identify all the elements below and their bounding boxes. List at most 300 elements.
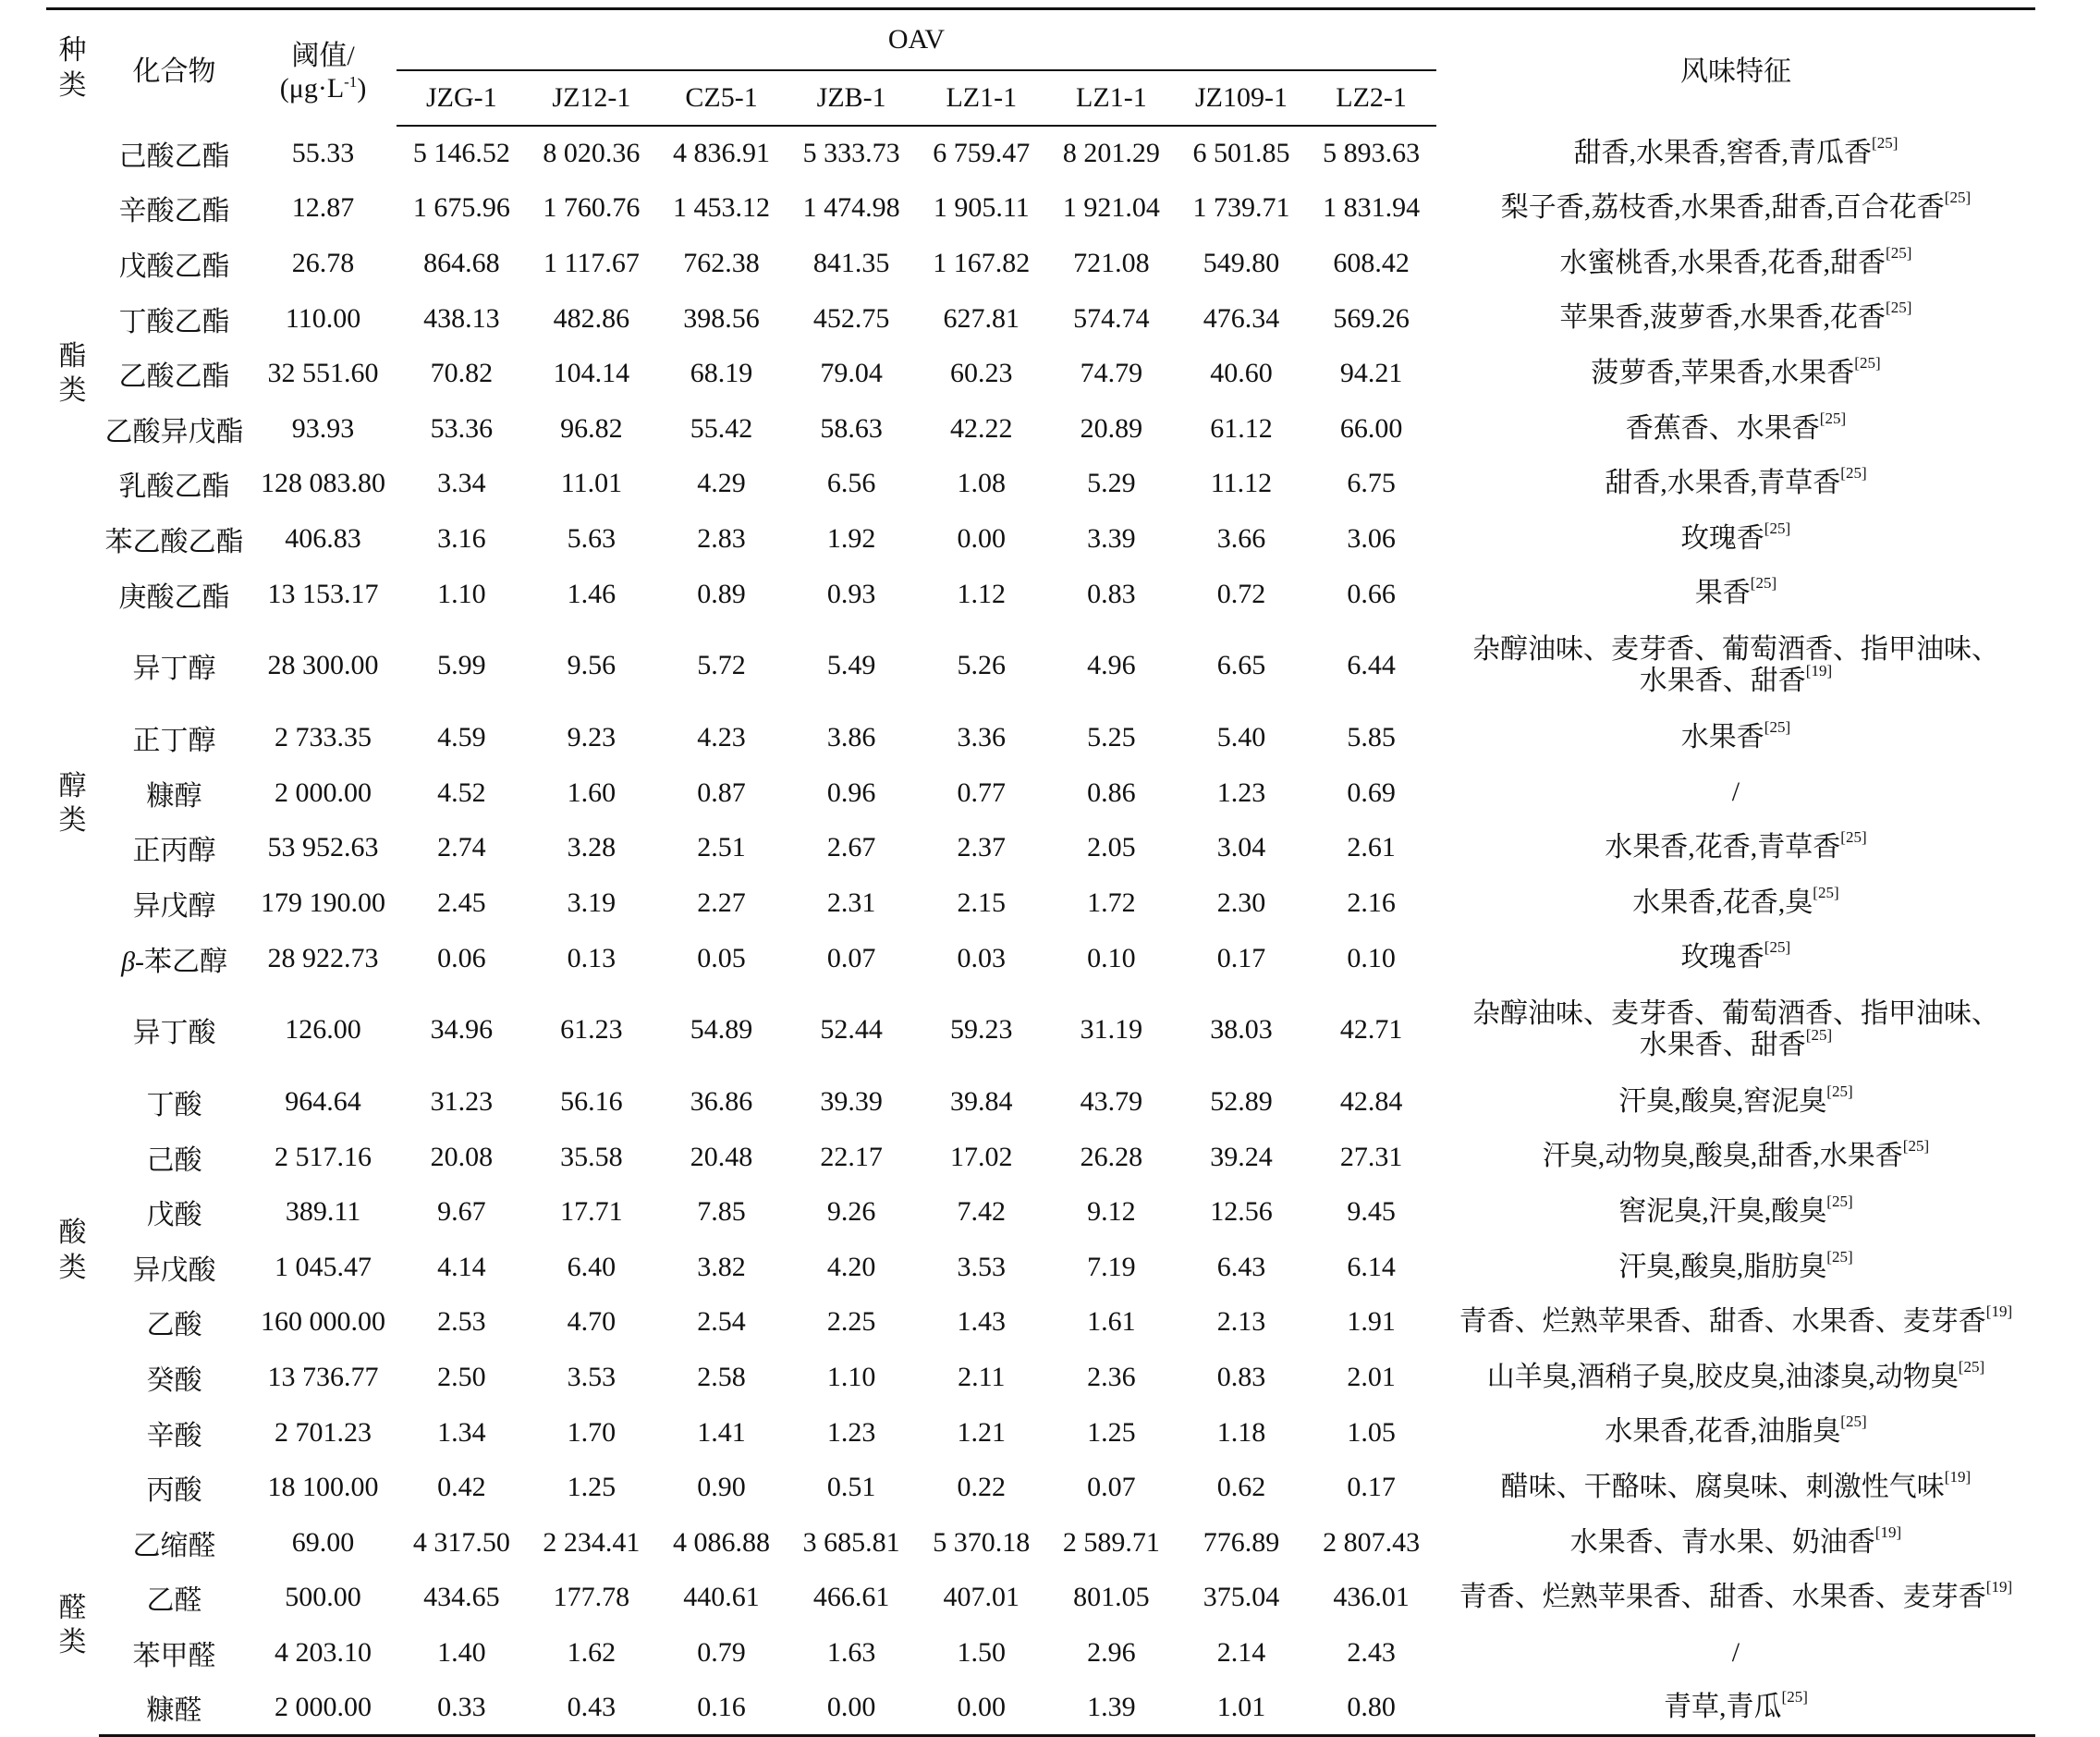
flavor-cell: [1436, 346, 2035, 401]
compound-cell: [99, 1350, 250, 1405]
table-row: [46, 291, 2035, 347]
oav-cell: 12.56: [1210, 1196, 1273, 1228]
compound-name: 乙缩醛: [132, 1530, 216, 1561]
flavor-line: [1438, 1193, 2033, 1229]
threshold-cell: 69.00: [291, 1526, 355, 1558]
oav-cell: 1.40: [437, 1637, 486, 1669]
threshold-unit-sup: -1: [344, 72, 358, 91]
threshold-unit: (μg·L: [279, 72, 345, 104]
compound-name: 辛酸乙酯: [118, 196, 230, 227]
header-category: [46, 9, 99, 127]
oav-cell: 0.83: [1087, 578, 1136, 609]
compound-name: 庚酸乙酯: [118, 581, 230, 613]
oav-cell: 1.46: [567, 578, 617, 609]
flavor-text: 水果香,花香,油脂臭: [1605, 1416, 1841, 1448]
flavor-text-continued: 水果香、甜香: [1639, 666, 1806, 697]
oav-cell: 1 453.12: [673, 192, 771, 224]
compound-cell: [99, 710, 250, 765]
oav-cell: 94.21: [1339, 358, 1403, 389]
oav-cell: 1.18: [1216, 1416, 1266, 1448]
oav-cell: 3.36: [957, 722, 1006, 753]
flavor-cell: [1436, 457, 2035, 512]
table-row: [46, 1240, 2035, 1295]
flavor-text: 香蕉香、水果香: [1625, 412, 1820, 444]
oav-cell: 4.20: [826, 1251, 876, 1282]
citation-ref: [25]: [1958, 1357, 1985, 1376]
oav-cell: 2.27: [697, 887, 746, 918]
oav-cell: 4.96: [1087, 650, 1136, 681]
oav-cell: 7.85: [697, 1196, 746, 1228]
oav-cell: 0.00: [957, 522, 1006, 554]
oav-cell: 1.72: [1087, 887, 1136, 918]
citation-ref: [25]: [1886, 299, 1912, 317]
oav-cell: 1.08: [957, 468, 1006, 499]
oav-cell: 398.56: [683, 302, 760, 334]
flavor-line: [1438, 1303, 2033, 1339]
flavor-cell: [1436, 567, 2035, 622]
oav-cell: 3.39: [1087, 522, 1136, 554]
oav-cell: 1.25: [567, 1472, 617, 1503]
oav-cell: 0.62: [1216, 1472, 1266, 1503]
flavor-cell: [1436, 1405, 2035, 1461]
compound-cell: [99, 1074, 250, 1130]
oav-cell: 1 474.98: [802, 192, 900, 224]
oav-cell: 1.23: [826, 1416, 876, 1448]
compound-cell: [99, 567, 250, 622]
flavor-text: 水果香,花香,青草香: [1605, 832, 1841, 863]
oav-cell: 1.10: [437, 578, 486, 609]
flavor-cell: [1436, 236, 2035, 291]
compound-name: 乳酸乙酯: [118, 471, 230, 503]
oav-cell: 52.44: [820, 1014, 883, 1046]
oav-cell: 0.72: [1216, 578, 1266, 609]
flavor-text: 汗臭,酸臭,脂肪臭: [1618, 1251, 1827, 1282]
oav-cell: 0.80: [1306, 1681, 1436, 1736]
oav-cell: 3.06: [1347, 522, 1396, 554]
table-row: [46, 1295, 2035, 1351]
oav-cell: 38.03: [1210, 1014, 1273, 1046]
oav-cell: 627.81: [943, 302, 1019, 334]
flavor-text: 果香: [1694, 578, 1751, 609]
table-row: [46, 931, 2035, 986]
flavor-text: 水蜜桃香,水果香,花香,甜香: [1559, 247, 1886, 278]
flavor-cell: [1436, 1240, 2035, 1295]
oav-cell: 17.02: [950, 1141, 1013, 1172]
flavor-text: 苹果香,菠萝香,水果香,花香: [1559, 302, 1886, 334]
flavor-cell: [1436, 1074, 2035, 1130]
oav-cell: 2.15: [957, 887, 1006, 918]
oav-cell: 569.26: [1333, 302, 1410, 334]
oav-cell: 2.25: [826, 1306, 876, 1338]
flavor-cell: [1436, 1515, 2035, 1571]
oav-cell: 2.43: [1347, 1637, 1396, 1669]
oav-cell: 0.17: [1216, 942, 1266, 973]
oav-cell: 574.74: [1073, 302, 1150, 334]
threshold-cell: 160 000.00: [261, 1306, 386, 1338]
flavor-text: 山羊臭,酒稍子臭,胶皮臭,油漆臭,动物臭: [1486, 1361, 1959, 1392]
flavor-cell: [1436, 401, 2035, 457]
compound-cell: [99, 1240, 250, 1295]
flavor-text: /: [1731, 1636, 1740, 1668]
flavor-line: [1438, 1523, 2033, 1560]
compound-name: 异戊酸: [132, 1254, 216, 1286]
oav-cell: 66.00: [1339, 412, 1403, 444]
oav-cell: 0.69: [1347, 777, 1396, 808]
oav-cell: 4.70: [567, 1306, 617, 1338]
oav-cell: 2 234.41: [543, 1526, 641, 1558]
compound-name: 乙酸: [146, 1310, 202, 1341]
citation-ref: [25]: [1840, 1413, 1867, 1431]
flavor-line: [1438, 1247, 2033, 1284]
oav-cell: 1.61: [1087, 1306, 1136, 1338]
table-row: [46, 1625, 2035, 1681]
header-sample: LZ1-1: [1046, 70, 1177, 126]
threshold-cell: 500.00: [285, 1582, 361, 1613]
oav-cell: 5.26: [957, 650, 1006, 681]
table-row: [46, 710, 2035, 765]
citation-ref: [19]: [1805, 662, 1833, 680]
compound-cell: [99, 1681, 250, 1736]
flavor-text: 玫瑰香: [1680, 522, 1764, 554]
oav-cell: 6.56: [826, 468, 876, 499]
compound-cell: [99, 875, 250, 931]
threshold-cell: 128 083.80: [261, 468, 386, 499]
threshold-cell: 26.78: [291, 247, 355, 278]
compound-cell: [99, 1625, 250, 1681]
oav-cell: 40.60: [1210, 358, 1273, 389]
oav-cell: 17.71: [560, 1196, 623, 1228]
oav-cell: 31.19: [1080, 1014, 1143, 1046]
flavor-line: [1438, 409, 2033, 446]
table-row: [46, 1460, 2035, 1515]
threshold-cell: 2 000.00: [275, 777, 372, 808]
flavor-line: [1438, 519, 2033, 556]
oav-cell: 1.63: [826, 1637, 876, 1669]
threshold-cell: 12.87: [291, 192, 355, 224]
compound-cell: [99, 985, 250, 1074]
oav-cell: 0.86: [1087, 777, 1136, 808]
oav-cell: 1.50: [957, 1637, 1006, 1669]
oav-cell: 0.90: [697, 1472, 746, 1503]
compound-name: 乙酸异戊酯: [104, 416, 244, 447]
table-row: [46, 765, 2035, 821]
flavor-cell: [1436, 1625, 2035, 1681]
oav-cell: 6.44: [1347, 650, 1396, 681]
oav-cell: 1.12: [957, 578, 1006, 609]
compound-name: 糠醛: [146, 1694, 202, 1726]
oav-cell: 762.38: [683, 247, 760, 278]
oav-cell: 2.37: [957, 832, 1006, 863]
oav-cell: 0.22: [957, 1472, 1006, 1503]
oav-cell: 7.42: [957, 1196, 1006, 1228]
oav-cell: 0.83: [1216, 1362, 1266, 1393]
flavor-cell: [1436, 291, 2035, 347]
oav-cell: 5.72: [697, 650, 746, 681]
compound-name: 糠醇: [146, 780, 202, 812]
oav-cell: 0.93: [826, 578, 876, 609]
oav-cell: 0.03: [957, 942, 1006, 973]
oav-cell: 1.91: [1347, 1306, 1396, 1338]
flavor-line: [1438, 717, 2033, 754]
flavor-cell: [1436, 181, 2035, 237]
flavor-line: [1438, 353, 2033, 390]
oav-cell: 3.34: [437, 468, 486, 499]
compound-name: 丙酸: [146, 1475, 202, 1507]
flavor-line: [1438, 1357, 2033, 1394]
oav-cell: 42.22: [950, 412, 1013, 444]
flavor-line: [1438, 777, 2033, 809]
oav-cell: 1.62: [567, 1637, 617, 1669]
oav-cell: 407.01: [943, 1582, 1019, 1613]
oav-cell: 2.74: [437, 832, 486, 863]
oav-cell: 8 201.29: [1062, 138, 1160, 169]
compound-cell: [99, 457, 250, 512]
citation-ref: [25]: [1805, 1026, 1833, 1045]
oav-cell: 6 759.47: [933, 138, 1031, 169]
compound-cell: [99, 621, 250, 710]
threshold-cell: 2 517.16: [275, 1141, 372, 1172]
oav-cell: 452.75: [812, 302, 890, 334]
oav-cell: 2 589.71: [1062, 1526, 1160, 1558]
oav-cell: 476.34: [1203, 302, 1280, 334]
oav-cell: 0.17: [1347, 1472, 1396, 1503]
threshold-cell: 32 551.60: [267, 358, 379, 389]
oav-cell: 4 317.50: [412, 1526, 510, 1558]
oav-cell: 5.25: [1087, 722, 1136, 753]
oav-cell: 2.96: [1087, 1637, 1136, 1669]
oav-cell: 0.10: [1087, 942, 1136, 973]
flavor-line: [1438, 133, 2033, 170]
oav-cell: 27.31: [1339, 1141, 1403, 1172]
oav-cell: 2.30: [1216, 887, 1266, 918]
oav-cell: 58.63: [820, 412, 883, 444]
flavor-text: 杂醇油味、麦芽香、葡萄酒香、指甲油味、: [1471, 633, 1999, 665]
threshold-cell: 93.93: [291, 412, 355, 444]
oav-cell: 55.42: [690, 412, 753, 444]
compound-cell: [99, 401, 250, 457]
category-cell: [46, 1515, 99, 1735]
oav-cell: 2.31: [826, 887, 876, 918]
header-flavor: 风味特征: [1436, 9, 2035, 127]
oav-cell: 4.23: [697, 722, 746, 753]
oav-cell: 6.40: [567, 1251, 617, 1282]
threshold-cell: 389.11: [285, 1196, 361, 1228]
threshold-cell: 126.00: [285, 1014, 361, 1046]
flavor-line: [1438, 998, 2033, 1031]
oav-cell: 39.84: [950, 1086, 1013, 1118]
header-sample: LZ2-1: [1306, 70, 1436, 126]
flavor-cell: [1436, 1460, 2035, 1515]
oav-cell: 74.79: [1080, 358, 1143, 389]
oav-cell: 5.99: [437, 650, 486, 681]
citation-ref: [25]: [1826, 1193, 1853, 1211]
oav-cell: 1.01: [1177, 1681, 1307, 1736]
table-row: [46, 1350, 2035, 1405]
compound-cell: [99, 1515, 250, 1571]
oav-cell: 2.36: [1087, 1362, 1136, 1393]
oav-cell: 52.89: [1210, 1086, 1273, 1118]
oav-cell: 1 921.04: [1062, 192, 1160, 224]
oav-cell: 801.05: [1073, 1582, 1150, 1613]
oav-cell: 2.14: [1216, 1637, 1266, 1669]
oav-cell: 2.51: [697, 832, 746, 863]
flavor-line: [1438, 634, 2033, 667]
oav-cell: 4.52: [437, 777, 486, 808]
flavor-line: [1438, 1082, 2033, 1119]
threshold-cell: 2 701.23: [275, 1416, 372, 1448]
threshold-cell: 179 190.00: [261, 887, 386, 918]
oav-cell: 1.43: [957, 1306, 1006, 1338]
oav-cell: 8 020.36: [543, 138, 641, 169]
oav-cell: 20.48: [690, 1141, 753, 1172]
oav-cell: 59.23: [950, 1014, 1013, 1046]
oav-cell: 9.56: [567, 650, 617, 681]
flavor-cell: [1436, 126, 2035, 181]
oav-cell: 0.07: [1087, 1472, 1136, 1503]
compound-name: 戊酸乙酯: [118, 251, 230, 282]
table-row: [46, 236, 2035, 291]
oav-cell: 3.66: [1216, 522, 1266, 554]
compound-name: 异戊醇: [132, 890, 216, 922]
flavor-cell: [1436, 710, 2035, 765]
oav-cell: 438.13: [423, 302, 500, 334]
oav-cell: 5.49: [826, 650, 876, 681]
citation-ref: [25]: [1781, 1687, 1808, 1706]
oav-cell: 9.26: [826, 1196, 876, 1228]
compound-name: 己酸: [146, 1144, 202, 1176]
oav-cell: 53.36: [430, 412, 494, 444]
oav-cell: 1 831.94: [1323, 192, 1421, 224]
flavor-text-continued: 水果香、甜香: [1639, 1030, 1806, 1061]
flavor-line: [1438, 243, 2033, 280]
oav-cell: 864.68: [423, 247, 500, 278]
oav-cell: 1.41: [697, 1416, 746, 1448]
oav-cell: 3.16: [437, 522, 486, 554]
oav-cell: 2.54: [697, 1306, 746, 1338]
oav-cell: 0.33: [397, 1681, 527, 1736]
oav-cell: 42.84: [1339, 1086, 1403, 1118]
oav-cell: 2.50: [437, 1362, 486, 1393]
oav-cell: 3.53: [957, 1251, 1006, 1282]
oav-cell: 0.13: [567, 942, 617, 973]
compound-cell: [99, 291, 250, 347]
oav-cell: 9.45: [1347, 1196, 1396, 1228]
oav-cell: 2.61: [1347, 832, 1396, 863]
oav-cell: 3.28: [567, 832, 617, 863]
threshold-cell: 110.00: [285, 302, 361, 334]
oav-cell: 9.12: [1087, 1196, 1136, 1228]
oav-cell: 0.05: [697, 942, 746, 973]
oav-cell: 3 685.81: [802, 1526, 900, 1558]
oav-cell: 60.23: [950, 358, 1013, 389]
table-row: [46, 1130, 2035, 1185]
oav-cell: 0.06: [437, 942, 486, 973]
table-row: [46, 1185, 2035, 1241]
oav-cell: 1.92: [826, 522, 876, 554]
oav-cell: 56.16: [560, 1086, 623, 1118]
oav-cell: 36.86: [690, 1086, 753, 1118]
oav-cell: 20.08: [430, 1141, 494, 1172]
oav-cell: 6.75: [1347, 468, 1396, 499]
header-threshold-line1: 阈值/: [291, 40, 355, 71]
table-row: [46, 875, 2035, 931]
header-sample: JZG-1: [397, 70, 527, 126]
threshold-cell: 53 952.63: [267, 832, 379, 863]
oav-cell: 70.82: [430, 358, 494, 389]
threshold-cell: 55.33: [291, 137, 355, 168]
oav-cell: 482.86: [553, 302, 630, 334]
oav-cell: 1 117.67: [543, 247, 640, 278]
threshold-cell: 2 000.00: [250, 1681, 397, 1736]
citation-ref: [25]: [1944, 189, 1972, 207]
flavor-line: [1438, 1687, 2033, 1724]
oav-cell: 5 893.63: [1323, 138, 1421, 169]
threshold-cell: 13 736.77: [267, 1362, 379, 1393]
oav-cell: 608.42: [1333, 247, 1410, 278]
flavor-text: 水果香,花香,臭: [1632, 887, 1813, 918]
citation-ref: [19]: [1985, 1578, 2013, 1596]
header-category-text: 种类: [58, 35, 87, 101]
flavor-cell: [1436, 1681, 2035, 1736]
compound-name: 正丁醇: [132, 726, 216, 757]
threshold-cell: 13 153.17: [267, 578, 379, 609]
compound-name: -苯乙醇: [135, 946, 228, 977]
flavor-line: [1438, 1578, 2033, 1614]
oav-cell: 0.51: [826, 1472, 876, 1503]
flavor-text: 水果香: [1680, 721, 1764, 752]
compound-name: 正丙醇: [132, 836, 216, 867]
citation-ref: [25]: [1826, 1247, 1853, 1266]
table-row: [46, 346, 2035, 401]
oav-cell: 20.89: [1080, 412, 1143, 444]
compound-name: 异丁醇: [132, 654, 216, 685]
threshold-cell: 28 300.00: [267, 650, 379, 681]
oav-cell: 5.63: [567, 522, 617, 554]
compound-name: 癸酸: [146, 1365, 202, 1397]
flavor-line: [1438, 1026, 2033, 1062]
flavor-text: /: [1731, 777, 1740, 808]
table-row: [46, 457, 2035, 512]
threshold-cell: 18 100.00: [267, 1472, 379, 1503]
table-row: [46, 821, 2035, 876]
category-cell: [46, 985, 99, 1515]
oav-cell: 1.21: [957, 1416, 1006, 1448]
oav-cell: 11.01: [560, 468, 623, 499]
table-row: [46, 511, 2035, 567]
oav-cell: 79.04: [820, 358, 883, 389]
compound-cell: [99, 1460, 250, 1515]
citation-ref: [25]: [1840, 464, 1867, 483]
flavor-line: [1438, 189, 2033, 225]
oav-cell: 0.10: [1347, 942, 1396, 973]
oav-cell: 5 333.73: [802, 138, 900, 169]
table-row: [46, 567, 2035, 622]
oav-cell: 2 807.43: [1323, 1526, 1421, 1558]
oav-cell: 5 146.52: [412, 138, 510, 169]
flavor-text: 汗臭,酸臭,窖泥臭: [1618, 1085, 1827, 1117]
oav-cell: 549.80: [1203, 247, 1280, 278]
table-body: [46, 126, 2035, 1735]
compound-name: 乙醛: [146, 1585, 202, 1617]
header-sample: LZ1-1: [916, 70, 1046, 126]
oav-cell: 3.53: [567, 1362, 617, 1393]
oav-cell: 6 501.85: [1192, 138, 1290, 169]
oav-cell: 5 370.18: [933, 1526, 1031, 1558]
flavor-text: 窖泥臭,汗臭,酸臭: [1618, 1196, 1827, 1228]
flavor-cell: [1436, 511, 2035, 567]
oav-cell: 6.43: [1216, 1251, 1266, 1282]
oav-cell: 39.24: [1210, 1141, 1273, 1172]
